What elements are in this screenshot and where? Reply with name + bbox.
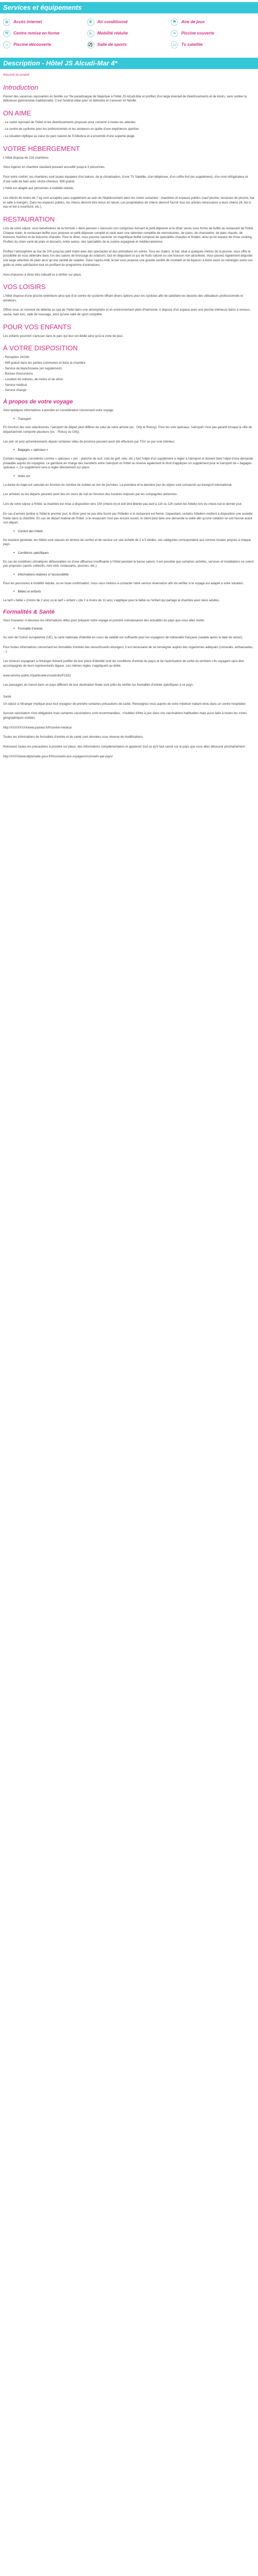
- formalite-text: Pour toutes informations concernant les formalités d'entrée des ressortissants étrangers, il est nécessaire de se renseigner auprès des organismes adéquats (consulats, ambassades, ...).: [3, 646, 253, 654]
- hebergement-text: L'hôtel est adapté aux personnes à mobilité réduite.: [3, 187, 74, 191]
- description-content: [0, 69, 258, 759]
- amenity-label: Mobilité réduite: [97, 31, 128, 36]
- on-aime-item: - La situation idyllique au cœur du parc naturel de S'Albufera et à proximité d'une superbe plage: [3, 135, 135, 139]
- accessibilite-text: Pour les personnes à mobilité réduite, ou en toute confirmation, nous vous invitons à contacter notre service réservation afin de vérifier si le voyage est adapté à votre situation.: [3, 582, 244, 585]
- loisirs-text: Offrez-vous un moment de détente au spa de l'hôtel dans une atmosphère et un environnement plein d'harmonie. Il dispose d'un espace avec une piscine intérieure bains à remous, sauna, bain turc, salle de massage, ainsi qu'une salle de sport complète.: [3, 309, 251, 317]
- formalite-text: Les passagers en transit dans un pays différent de leur destination finale sont priés de vérifier les formalités d'entrée spécifiques à ce pays.: [3, 684, 194, 687]
- amenity-item: [87, 30, 171, 37]
- playground-icon: ⚑: [171, 19, 178, 26]
- description-header: Description - Hôtel JS Alcudi-Mar 4*: [0, 58, 258, 69]
- restauration-heading: RESTAURATION: [3, 215, 55, 224]
- amenity-item: [87, 41, 171, 48]
- tv-icon: ▭: [171, 41, 178, 48]
- formalite-text: Les mineurs voyageant à l'étranger doivent justifier de leur pièce d'identité (voir les conditions d'entrée du pays) et de l'autorisation de sortie du territoire s'ils voyagent sans être accompagnés de leurs représentants légaux. Les mêmes règles s'appliquent au bébé.: [3, 660, 244, 668]
- formalites-heading: Formalités & Santé: [3, 608, 55, 615]
- sante-label: Santé: [3, 695, 11, 699]
- amenity-item: [171, 30, 255, 37]
- amenity-label: Tv satellite: [181, 42, 203, 47]
- amenities-header: Services et équipements: [0, 2, 258, 13]
- on-aime-heading: ON AIME: [3, 109, 31, 117]
- loisirs-text: L'hôtel dispose d'une piscine extérieure ainsi que d'un centre de cyclisme offrant divers options pour les cyclistes afin de satisfaire les besoins des utilisateurs professionnels et amateurs.: [3, 295, 243, 302]
- conditions-text: En cas de conditions climatiques défavorables ou d'une affluence insuffisante à l'hôtel pendant la basse saison, il est possible que certaines activités, services et installations ne soient pas proposés (sports collectifs, mini club, restaurants, piscines, etc.).: [3, 560, 254, 568]
- amenity-label: Piscine découverte: [13, 42, 51, 47]
- amenity-item: [3, 41, 87, 48]
- on-aime-item: - Le cadre reposant de l'hôtel et les divertissements proposés pour convenir à toutes les attentes: [3, 121, 136, 124]
- propos-intro: Voici quelques informations à prendre en considération concernant votre voyage.: [3, 409, 115, 412]
- amenities-grid: [0, 13, 258, 50]
- hebergement-text: L'hôtel dispose de 216 chambres: [3, 156, 49, 160]
- vol-text: Lors de votre séjour à l'hôtel, la chambre est mise à disposition vers 15h (check-in) et doit être libérée pas tard à 11h ou 12h (selon les hôtels) lors du check-out le dernier jour.: [3, 503, 243, 506]
- outdoor-pool-icon: ☼: [3, 41, 10, 48]
- amenity-item: [3, 19, 87, 26]
- bebes-bullet: • Bébés et enfants: [13, 590, 41, 594]
- amenity-item: [171, 41, 255, 48]
- vol-text: La durée du trajet est calculée en fonction du nombre de nuitées et non de journées. La première et la dernière jour du séjour sont consacrés au transport international.: [3, 483, 233, 487]
- hebergement-heading: VOTRE HÉBERGEMENT: [3, 144, 80, 152]
- disposition-item: - Location de voitures, de motos et de vélos: [3, 378, 63, 381]
- conditions-bullet: • Conditions spécifiques: [13, 551, 49, 555]
- confort-text: De manière générale, les hôtels sont classés en termes de confort et de service sur une échelle de 2 à 5 étoiles, ces catégories correspondent aux normes locales propres à chaque pays.: [3, 538, 251, 547]
- introduction-heading: Introduction: [3, 83, 38, 91]
- restauration-text: Profitez l'atmosphère au bar de 10h jusqu'au petit matin avec des spectacles et des animations en soirée. Tous les matins, le bar, situé à quelques mètres de la piscine, vous offre la possibilité de vous détendre dans l'un des salons de bronzage du solarium, tout en dégustant un jus de fruits naturel ou une boisson non-alcoolisée. Vous pouvez également déguster une large sélection de plats ainsi qu'une variété de salades. Dans l'après-midi, le bar vous propose une grande variété de cocktails et de liqueurs à boire seuls ou mélangés selon vos goûts et votre satisfaction tout en profitant du programme d'animations.: [3, 250, 253, 267]
- wifi-icon: ≋: [3, 19, 10, 26]
- amenity-label: Aire de jeux: [181, 20, 205, 25]
- vol-text: Les arrivées ou les départs peuvent avoir lieu en cours de nuit en fonction des horaires imposés par les compagnies aériennes.: [3, 493, 178, 497]
- hebergement-text: Pour votre confort, les chambres sont toutes équipées d'un balcon, de la climatisation, d'une TV Satellite, d'un téléphone, d'un coffre-fort (en supplément), d'un mini réfrigérateur et d'une salle de bain avec sèche-cheveux. Wifi gratuit.: [3, 176, 248, 183]
- amenity-label: Accès internet: [13, 20, 42, 25]
- disposition-item: - Wifi gratuit dans les parties communes et dans la chambre: [3, 361, 86, 365]
- disposition-list: [3, 355, 255, 393]
- disposition-item: - Service de blanchisserie (en supplément): [3, 367, 62, 370]
- enfants-text: Les enfants pourront s'amuser dans le parc qui leur est dédié ainsi qu'à la zone de jeux.: [3, 334, 124, 338]
- amenity-label: Salle de sports: [97, 42, 127, 47]
- formalite-bullet: • Formalité d'entrée: [13, 627, 43, 631]
- wheelchair-icon: ♿: [87, 30, 94, 37]
- sante-text: Retrouvez toutes les précautions à prendre sur place, des informations complémentaires et apprenez tout ce qu'il faut savoir sur le pays que vous allez découvrir prochainement :: [3, 745, 247, 749]
- summary-label: Résumé du produit: [3, 74, 29, 77]
- amenity-item: [171, 19, 255, 26]
- formalite-text: Au sein de l'Union européenne (UE), la carte nationale d'identité en cours de validité est suffisante pour les voyageurs de nationalité française (valable après la date de retour).: [3, 636, 243, 640]
- restauration-text: Lors de votre séjour, vous bénéficierez de la formule « demi-pension » boissons non comprises incluant le petit-déjeuner et le dîner servis sous forme de buffet au restaurant de l'hôtel. Chaque matin, le restaurant buffet vous propose un petit-déjeuner complet et varié avec une sélection complète de viennoiseries, de pains, de charcuterie, de plats chauds, de boissons fraîches et de boissons chaudes. Pour le dîner, vous pourrez savourer un magnifique buffet composé de spécialités chaudes et froides, ainsi qu'un espace de show cooking. Profitez du choix varié de plats et desserts, entre autres, des spécialités de la cuisine espagnole et méditerranéenne.: [3, 227, 254, 244]
- amenity-label: Air conditionné: [97, 20, 128, 25]
- enfants-heading: POUR VOS ENFANTS: [3, 323, 72, 331]
- sante-text: Un séjour à l'étranger implique pour tout voyageur de prendre certaines précautions de santé. Renseignez-vous auprès de votre médecin traitant et/ou dans un centre hospitalier.: [3, 702, 247, 706]
- hebergement-text: Vous logerez en chambre standard pouvant accueillir jusqu'à 3 personnes.: [3, 166, 105, 170]
- sante-text: Toutes les informations de formalités d'entrée et de santé sont données sous réserve de modifications.: [3, 736, 144, 739]
- pool-icon: ≈: [171, 30, 178, 37]
- vol-text: En cas d'arrivée tardive à l'hôtel le premier jour, le dîner peut ne pas être fourni par l'hôtelier si le restaurant est fermé. Cependant, certains hôteliers mettent à disposition une assiette froide dans la chambre. En cas de départ matinal de l'hôtel, si le restaurant n'est pas encore ouvert, le client peut faire une demande la veille afin qu'une collation lui soit fournie avant son départ.: [3, 512, 253, 525]
- transport-text: Les pré- et post-acheminements depuis certaines villes de province peuvent avoir été effectués par TGV ou par voie intérieur.: [3, 440, 175, 444]
- loisirs-heading: VOS LOISIRS: [3, 283, 46, 291]
- amenity-label: Centre remise en forme: [13, 31, 60, 36]
- propos-heading: À propos de votre voyage: [3, 398, 73, 405]
- sante-link[interactable]: http://XXXXwww.diplomatie.gouv.fr/fr/conseils-aux-voyageurs/conseils-par-pays/: [3, 755, 113, 758]
- disposition-item: - Bureau d'excursions: [3, 372, 33, 376]
- vol-bullet: • Votre vol: [13, 474, 30, 479]
- snowflake-icon: ✻: [87, 19, 94, 26]
- sports-icon: ⚽: [87, 41, 94, 48]
- bagages-bullet: • Bagages « spéciaux »: [13, 448, 49, 452]
- transport-text: En fonction des vols sélectionnés, l'aéroport de départ peut différer de celui de votre arrivée (ex : Orly et Roissy). Pour les vols spéciaux, l'aéroport n'est pas garanti lorsque la ville de départ/arrivée comporte plusieurs (ex. : Roissy ou Orly).: [3, 426, 252, 434]
- fitness-icon: ⚒: [3, 30, 10, 37]
- formalites-intro: Vous trouverez ci-dessous les informations utiles pour préparer votre voyage et prendre connaissance des actualités du pays que vous allez visiter.: [3, 619, 205, 622]
- disposition-item: - Service change: [3, 389, 27, 393]
- sante-link[interactable]: http://XXXXXXXXwww.pasteur.fr/fr/centre-medical: [3, 726, 72, 730]
- bebes-text: Le tarif « bébé » (moins de 2 ans) ou le tarif « enfant » (de 2 à moins de 12 ans) s'applique pour le bébé ou l'enfant qui partage la chambre avec deux adultes.: [3, 599, 220, 603]
- formalite-link[interactable]: www.service-public.fr/particuliers/vosdroits/F1922: [3, 674, 71, 677]
- confort-bullet: • Confort des hôtels: [13, 529, 43, 533]
- transport-bullet: • Transport: [13, 417, 31, 421]
- restauration-text: Hors-d'œuvres à dîner très indicatif et à vérifier sur place.: [3, 273, 82, 277]
- sante-text: Aucune vaccination n'est obligatoire mais certaines vaccinations sont recommandées ; n'oubliez d'être à jour dans vos vaccinations habituelles mais aussi faire à toutes les zones géographiques visitées.: [3, 712, 247, 720]
- hebergement-text: Les clients de moins de 7 kg sont acceptés sans supplément au sein de l'établissement dans les zones suivantes : chambres et espaces publics (sauf piscine, terrasses de piscine, bar et salle à manger). Dans les espaces publics, les chiens devront être tenus en laisse. Les propriétaires de chiens devront fournir tous les articles nécessaires à leurs chiens (lit, bol à eau et bol à nourriture, etc.).: [3, 197, 255, 209]
- intro-text: Passer des vacances reposantes en famille sur l'île paradisiaque de Majorque à l'hôtel JS Alcudi-Mar et profitez d'un large éventail de divertissements et de loisirs, sans oublier la délicieuse gastronomie traditionnelle. C'est l'endroit idéal pour se détendre et s'amuser en famille.: [3, 95, 247, 103]
- amenity-label: Piscine couverte: [181, 31, 214, 36]
- disposition-item: - Réception 24/24h: [3, 356, 29, 360]
- accessibilite-bullet: • Informations relatives à l'accessibilité: [13, 573, 69, 577]
- amenity-item: [87, 19, 171, 26]
- disposition-heading: À VOTRE DISPOSITION: [3, 344, 78, 352]
- bagages-text: Certains bagages considérés comme « spéciaux » (ex. : planche de surf, club de golf, vélo, etc.) font l'objet d'un supplément à régler à l'aéroport et doivent faire l'objet d'une demande préalable auprès du voyagiste. Le garniture en charge des transferts entre l'aéroport et l'hôtel se réserve également le droit d'appliquer un supplément pour le transport de « bagages spéciaux ». Ce supplément sera à régler directement sur place.: [3, 457, 253, 470]
- on-aime-item: - Le centre de cyclisme pour les professionnels et les amateurs en quête d'une expérience sportive.: [3, 128, 140, 131]
- disposition-item: - Service médical: [3, 383, 27, 387]
- amenity-item: [3, 30, 87, 37]
